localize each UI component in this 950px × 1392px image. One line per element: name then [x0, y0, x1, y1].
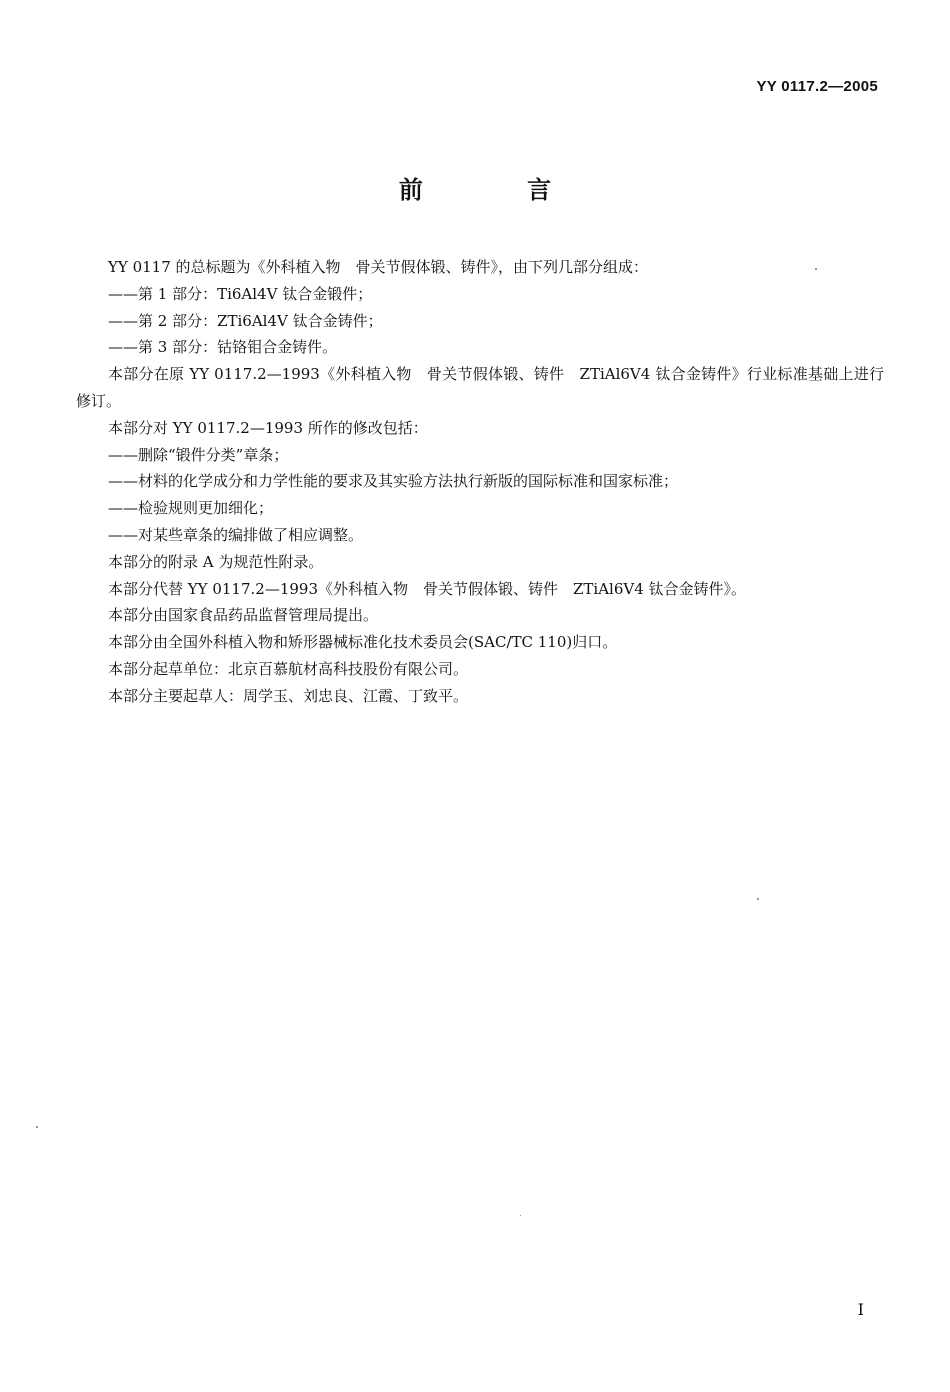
proposed-by-paragraph: 本部分由国家食品药品监督管理局提出。: [108, 606, 379, 625]
annex-paragraph: 本部分的附录 A 为规范性附录。: [108, 552, 324, 571]
list-item: ——对某些章条的编排做了相应调整。: [108, 525, 364, 544]
foreword-body: [76, 254, 884, 710]
standard-code: YY 0117.2—2005: [756, 78, 878, 95]
list-item: ——第 2 部分：ZTi6Al4V 钛合金铸件；: [108, 311, 383, 330]
changes-intro-paragraph: 本部分对 YY 0117.2—1993 所作的修改包括：: [108, 418, 428, 437]
scan-speck: [757, 898, 759, 900]
page-number: I: [857, 1300, 864, 1319]
drafting-unit-paragraph: 本部分起草单位：北京百慕航材高科技股份有限公司。: [108, 659, 469, 678]
list-item: ——检验规则更加细化；: [108, 499, 274, 518]
page-title: 前 言: [398, 176, 600, 204]
scan-speck: [815, 268, 817, 270]
centralized-by-paragraph: 本部分由全国外科植入物和矫形器械标准化技术委员会(SAC/TC 110)归口。: [108, 633, 618, 652]
scan-speck: [520, 1215, 521, 1216]
drafters-paragraph: 本部分主要起草人：周学玉、刘忠良、江霞、丁致平。: [108, 686, 469, 705]
revision-basis-paragraph: 本部分在原 YY 0117.2—1993《外科植入物 骨关节假体锻、铸件 ZTiAl6V4 钛合金铸件》行业标准基础上进行修订。: [76, 365, 884, 410]
list-item: ——第 1 部分：Ti6Al4V 钛合金锻件；: [108, 284, 373, 303]
list-item: ——材料的化学成分和力学性能的要求及其实验方法执行新版的国际标准和国家标准；: [108, 472, 679, 491]
list-item: ——第 3 部分：钴铬钼合金铸件。: [108, 338, 338, 357]
list-item: ——删除“锻件分类”章条；: [108, 445, 289, 464]
replaces-paragraph: 本部分代替 YY 0117.2—1993《外科植入物 骨关节假体锻、铸件 ZTiAl6V4 钛合金铸件》。: [108, 579, 747, 598]
intro-paragraph: YY 0117 的总标题为《外科植入物 骨关节假体锻、铸件》，由下列几部分组成：: [108, 258, 649, 276]
scan-speck: [36, 1126, 38, 1128]
